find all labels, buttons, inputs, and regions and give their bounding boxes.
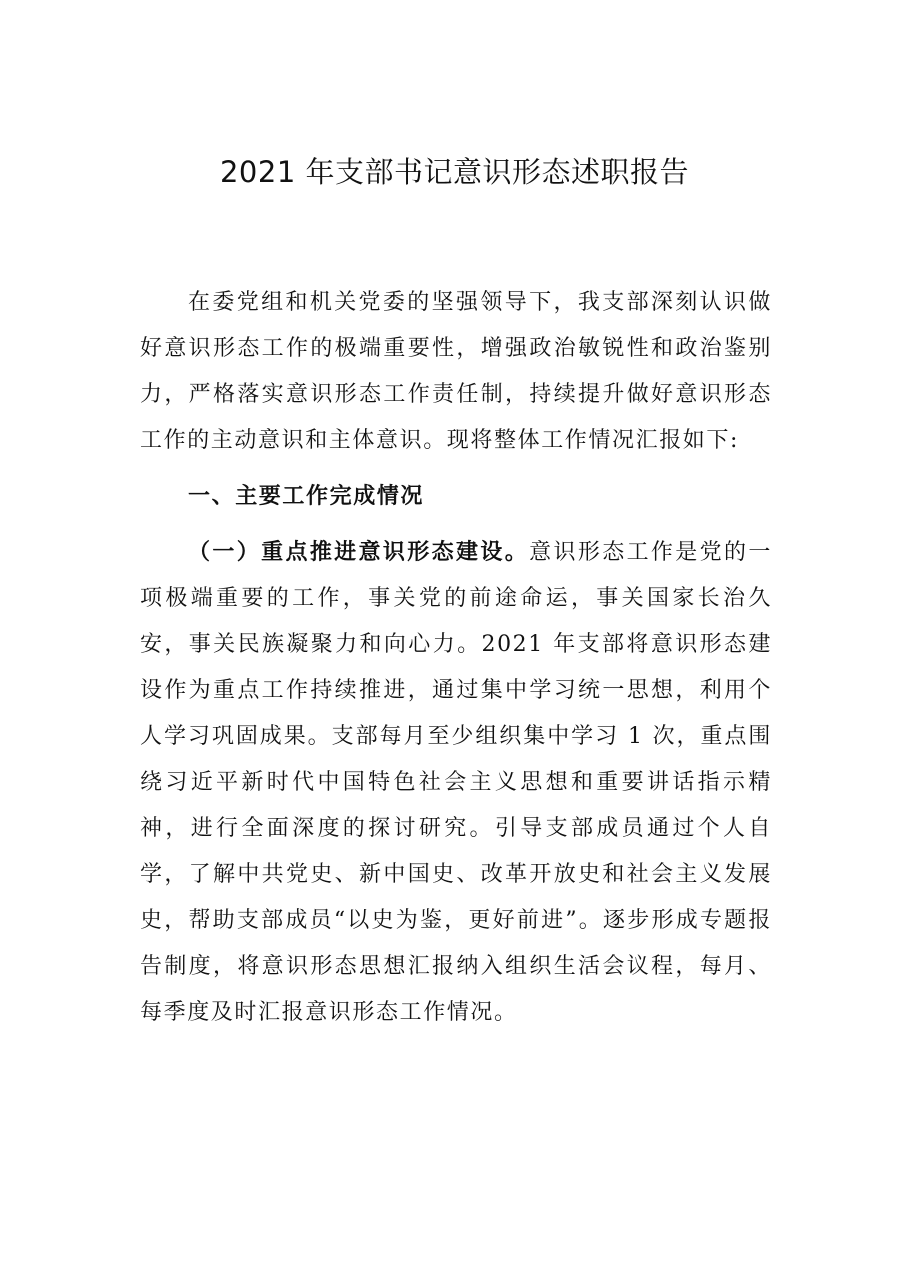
intro-paragraph: 在委党组和机关党委的坚强领导下，我支部深刻认识做好意识形态工作的极端重要性，增强政治敏锐性和政治鉴别力，严格落实意识形态工作责任制，持续提升做好意识形态工作的主动意识和主体意识。现将整体工作情况汇报如下: — [140, 290, 772, 453]
document-body — [140, 280, 772, 1036]
section-paragraph — [140, 530, 772, 1036]
section-heading: 一、主要工作完成情况 — [188, 484, 425, 509]
subsection-heading: （一）重点推进意识形态建设。 — [188, 540, 530, 565]
document-title: 2021 年支部书记意识形态述职报告 — [219, 155, 690, 189]
subsection-body: 意识形态工作是党的一项极端重要的工作，事关党的前途命运，事关国家长治久安，事关民族凝聚力和向心力。2021 年支部将意识形态建设作为重点工作持续推进，通过集中学习统一思想，利用个人学习巩固成果。支部每月至少组织集中学习 1 次，重点围绕习近平新时代中国特色社会主义思想和重要讲话指示精神，进行全面深度的探讨研究。引导支部成员通过个人自学，了解中共党史、新中国史、改革开放史和社会主义发展史，帮助支部成员“以史为鉴，更好前进”。逐步形成专题报告制度，将意识形态思想汇报纳入组织生活会议程，每月、每季度及时汇报意识形态工作情况。 — [140, 540, 772, 1025]
